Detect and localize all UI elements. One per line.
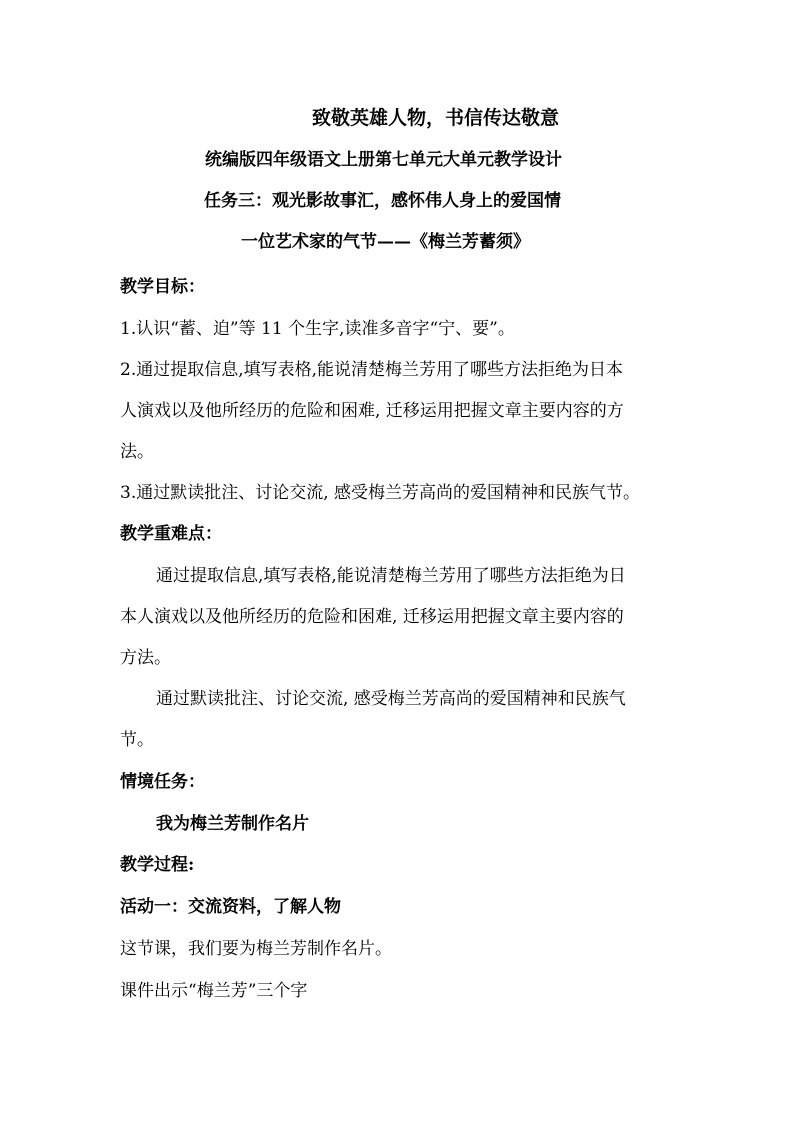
key-point-1-line-1: 通过提取信息,填写表格,能说清楚梅兰芳用了哪些方法拒绝为日	[156, 566, 626, 586]
key-point-1-line-3: 方法。	[120, 648, 171, 668]
goal-item-1: 1.认识“蓄、迫”等 11 个生字,读准多音字“宁、要”。	[120, 319, 515, 339]
section-heading-situation: 情境任务：	[120, 772, 205, 792]
document-title: 致敬英雄人物，书信传达敬意	[312, 107, 560, 129]
key-point-2-line-1: 通过默读批注、讨论交流, 感受梅兰芳高尚的爱国精神和民族气	[156, 689, 626, 709]
section-heading-key-points: 教学重难点：	[120, 524, 222, 544]
situation-task-text: 我为梅兰芳制作名片	[156, 814, 309, 834]
activity-1-paragraph-1: 这节课，我们要为梅兰芳制作名片。	[120, 939, 392, 959]
document-subtitle-task: 任务三：观光影故事汇，感怀伟人身上的爱国情	[204, 191, 561, 211]
activity-1-heading: 活动一：交流资料，了解人物	[120, 897, 341, 917]
key-point-1-line-2: 本人演戏以及他所经历的危险和困难, 迁移运用把握文章主要内容的	[120, 607, 624, 627]
key-point-2-line-2: 节。	[120, 730, 154, 750]
document-subtitle-unit: 统编版四年级语文上册第七单元大单元教学设计	[205, 150, 562, 170]
section-heading-goals: 教学目标：	[120, 277, 205, 297]
section-heading-process: 教学过程:	[120, 855, 195, 875]
goal-item-3: 3.通过默读批注、讨论交流, 感受梅兰芳高尚的爱国精神和民族气节。	[120, 483, 641, 503]
goal-item-2-line-1: 2.通过提取信息,填写表格,能说清楚梅兰芳用了哪些方法拒绝为日本	[120, 360, 624, 380]
document-subtitle-lesson: 一位艺术家的气节——《梅兰芳蓄须》	[241, 232, 530, 252]
goal-item-2-line-3: 法。	[120, 442, 154, 462]
activity-1-paragraph-2: 课件出示“梅兰芳”三个字	[120, 981, 308, 1001]
goal-item-2-line-2: 人演戏以及他所经历的危险和困难, 迁移运用把握文章主要内容的方	[120, 401, 624, 421]
